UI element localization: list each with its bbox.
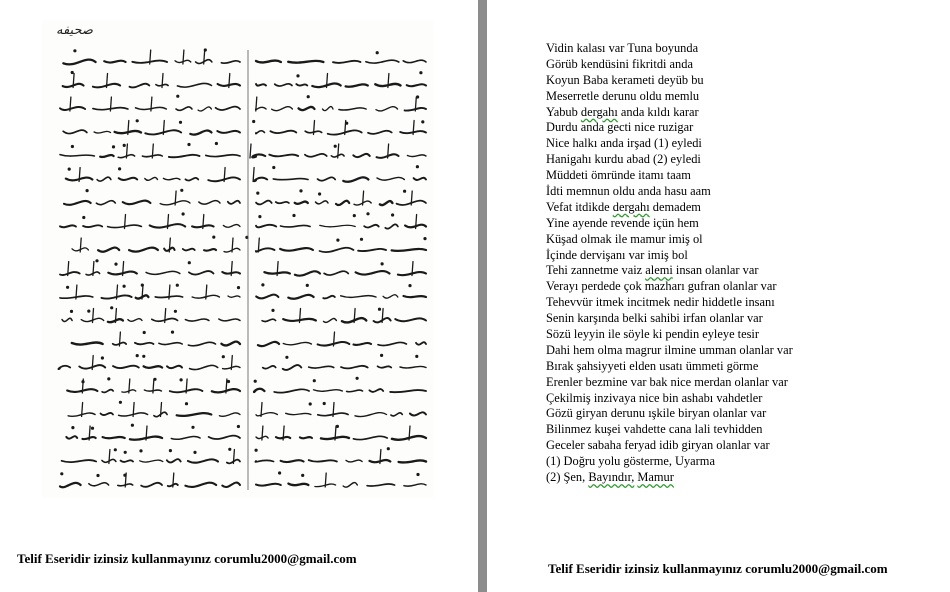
spellcheck-word: dergahı [580, 104, 618, 119]
poem-line: Verayı perdede çok mazharı gufran olanlar var [546, 279, 777, 294]
manuscript-image [42, 20, 434, 498]
poem-line: Dahi hem olma magrur ilmine umman olanlar var [546, 342, 793, 357]
manuscript-corner-mark: صحيفه [56, 22, 93, 37]
poem-line: Senin karşında belki sahibi irfan olanlar var [546, 311, 763, 326]
poem-line: Hanigahı kurdu abad (2) eyledi [546, 152, 701, 167]
poem-line: Koyun Baba kerameti deyüb bu [546, 72, 704, 87]
poem-line: Küşad olmak ile mamur imiş ol [546, 231, 703, 246]
poem-line: Gözü giryan derunu ışkile biryan olanlar var [546, 406, 767, 421]
poem-line: Sözü leyyin ile söyle ki pendin eyleye tesir [546, 327, 760, 342]
spellcheck-word: Bayındır, [588, 470, 635, 485]
poem-line: Vidin kalası var Tuna boyunda [546, 41, 699, 55]
poem-line: Çekilmiş inzivaya nice bin ashabı vahdetler [546, 390, 763, 405]
poem-line: (1) Doğru yolu gösterme, Uyarma [546, 454, 715, 469]
poem-line: Bırak şahsiyyeti elden usatı ümmeti görme [546, 358, 759, 373]
poem-line: İdti memnun oldu anda hasu aam [546, 184, 711, 199]
poem-line: İçinde dervişanı var imiş bol [546, 247, 688, 262]
poem-line: Bilinmez kuşei vahdette cana lali tevhidden [546, 422, 763, 437]
spellcheck-word: dergahı [612, 199, 650, 214]
poem-line: Müddeti ömründe itamı taam [546, 168, 691, 183]
poem-line: Geceler sabaha feryad idib giryan olanlar var [546, 438, 770, 453]
poem-text [546, 41, 793, 486]
poem-line: Yabub dergahı anda kıldı karar [546, 104, 699, 119]
page-divider [478, 0, 487, 592]
poem-line: Erenler bezmine var bak nice merdan olanlar var [546, 374, 788, 389]
poem-line: Tehevvür itmek incitmek nedir hiddetle insanı [546, 295, 775, 310]
left-footer: Telif Eseridir izinsiz kullanmayınız corumlu2000@gmail.com [17, 551, 357, 566]
poem-line: Durdu anda gecti nice ruzigar [546, 120, 694, 135]
poem-line: Vefat itdikde dergahı demadem [546, 199, 701, 214]
poem-line: Yine ayende revende içün hem [546, 215, 699, 230]
poem-line: (2) Şen, Bayındır, Mamur [546, 470, 674, 485]
manuscript-handwriting [42, 20, 434, 498]
right-page [487, 0, 950, 592]
poem-line: Tehi zannetme vaiz alemi insan olanlar var [546, 263, 759, 278]
spellcheck-word: alemi [645, 263, 673, 278]
spellcheck-word: Mamur [637, 470, 674, 485]
poem-line: Görüb kendüsini fikritdi anda [546, 56, 693, 71]
right-footer: Telif Eseridir izinsiz kullanmayınız corumlu2000@gmail.com [548, 561, 888, 576]
poem-line: Meserretle derunu oldu memlu [546, 88, 700, 103]
poem-line: Nice halkı anda irşad (1) eyledi [546, 136, 702, 151]
